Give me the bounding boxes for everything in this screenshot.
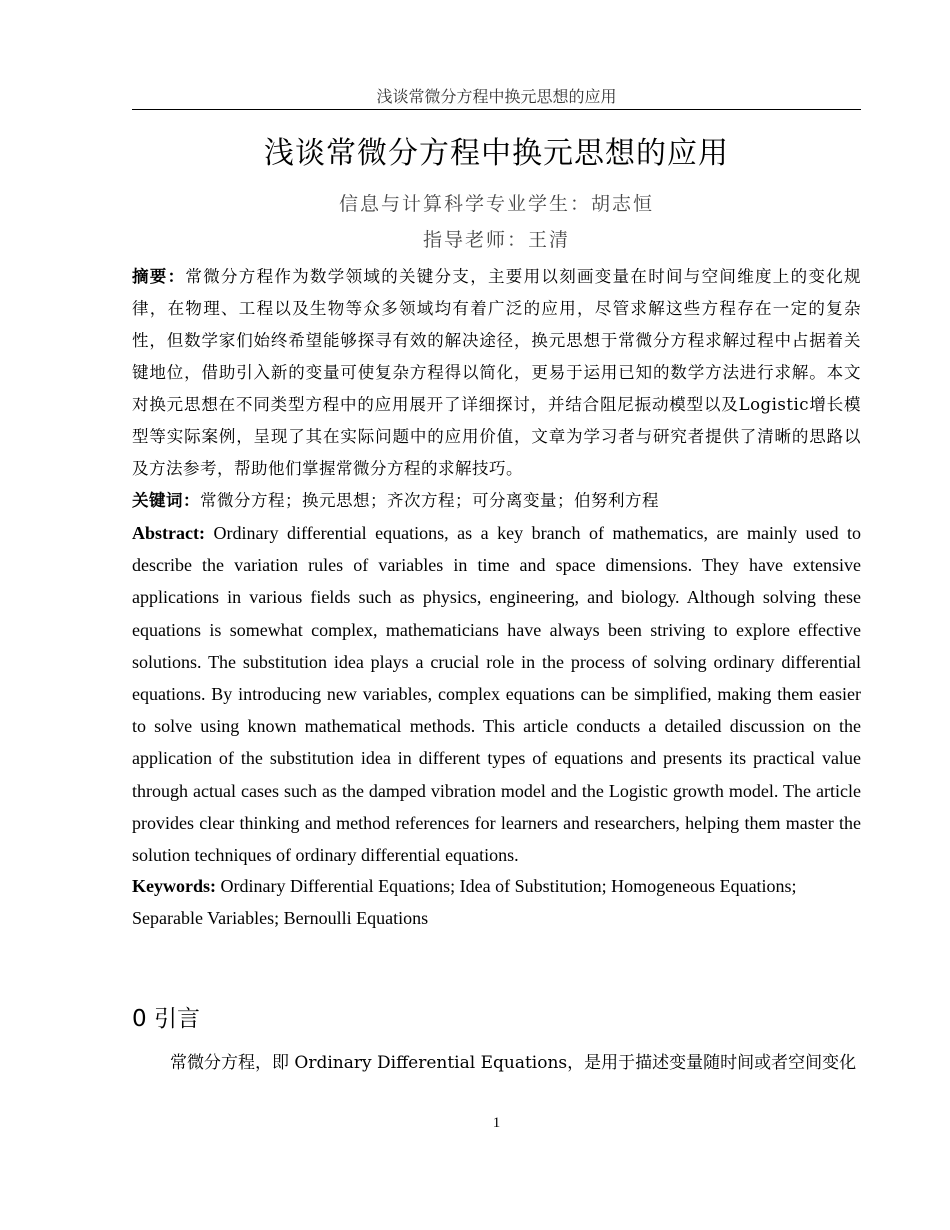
chinese-abstract-label: 摘要：: [132, 267, 186, 286]
running-header: 浅谈常微分方程中换元思想的应用: [132, 88, 861, 110]
english-keywords: [132, 870, 861, 934]
introduction-paragraph: 常微分方程，即 Ordinary Differential Equations，是用于描述变量随时间或者空间变化: [170, 1053, 857, 1073]
author-line: 信息与计算科学专业学生：胡志恒: [338, 193, 654, 215]
paper-title: 浅谈常微分方程中换元思想的应用: [264, 136, 729, 171]
english-abstract: [132, 517, 861, 871]
section-heading-introduction: 0 引言: [132, 1006, 200, 1032]
english-abstract-label: Abstract:: [132, 523, 205, 543]
page-number: 1: [492, 1115, 501, 1131]
advisor-line: 指导老师：王清: [422, 229, 570, 251]
chinese-abstract-text: 常微分方程作为数学领域的关键分支，主要用以刻画变量在时间与空间维度上的变化规律，在物理、工程以及生物等众多领域均有着广泛的应用，尽管求解这些方程存在一定的复杂性，但数学家们始终希望能够探寻有效的解决途径，换元思想于常微分方程求解过程中占据着关键地位，借助引入新的变量可使复杂方程得以简化，更易于运用已知的数学方法进行求解。本文对换元思想在不同类型方程中的应用展开了详细探讨，并结合阻尼振动模型以及Logistic增长模型等实际案例，呈现了其在实际问题中的应用价值，文章为学习者与研究者提供了清晰的思路以及方法参考，帮助他们掌握常微分方程的求解技巧。: [132, 267, 862, 478]
chinese-keywords-text: 常微分方程；换元思想；齐次方程；可分离变量；伯努利方程: [200, 491, 659, 510]
chinese-keywords-label: 关键词：: [132, 491, 200, 510]
chinese-abstract: [132, 261, 861, 485]
english-keywords-text: Ordinary Differential Equations; Idea of Substitution; Homogeneous Equations; Separable Variables; Bernoulli Equations: [132, 876, 797, 928]
chinese-keywords: [132, 485, 861, 517]
english-keywords-label: Keywords:: [132, 876, 216, 896]
document-page: [132, 0, 861, 1230]
english-abstract-text: Ordinary differential equations, as a key branch of mathematics, are mainly used to describe the variation rules of variables in time and space dimensions. They have extensive applications in various fields such as physics, engineering, and biology. Although solving these equations is somewhat complex, mathematicians have always been striving to explore effective solutions. The substitution idea plays a crucial role in the process of solving ordinary differential equations. By introducing new variables, complex equations can be simplified, making them easier to solve using known mathematical methods. This article conducts a detailed discussion on the application of the substitution idea in different types of equations and presents its practical value through actual cases such as the damped vibration model and the Logistic growth model. The article provides clear thinking and method references for learners and researchers, helping them master the solution techniques of ordinary differential equations.: [132, 523, 861, 866]
